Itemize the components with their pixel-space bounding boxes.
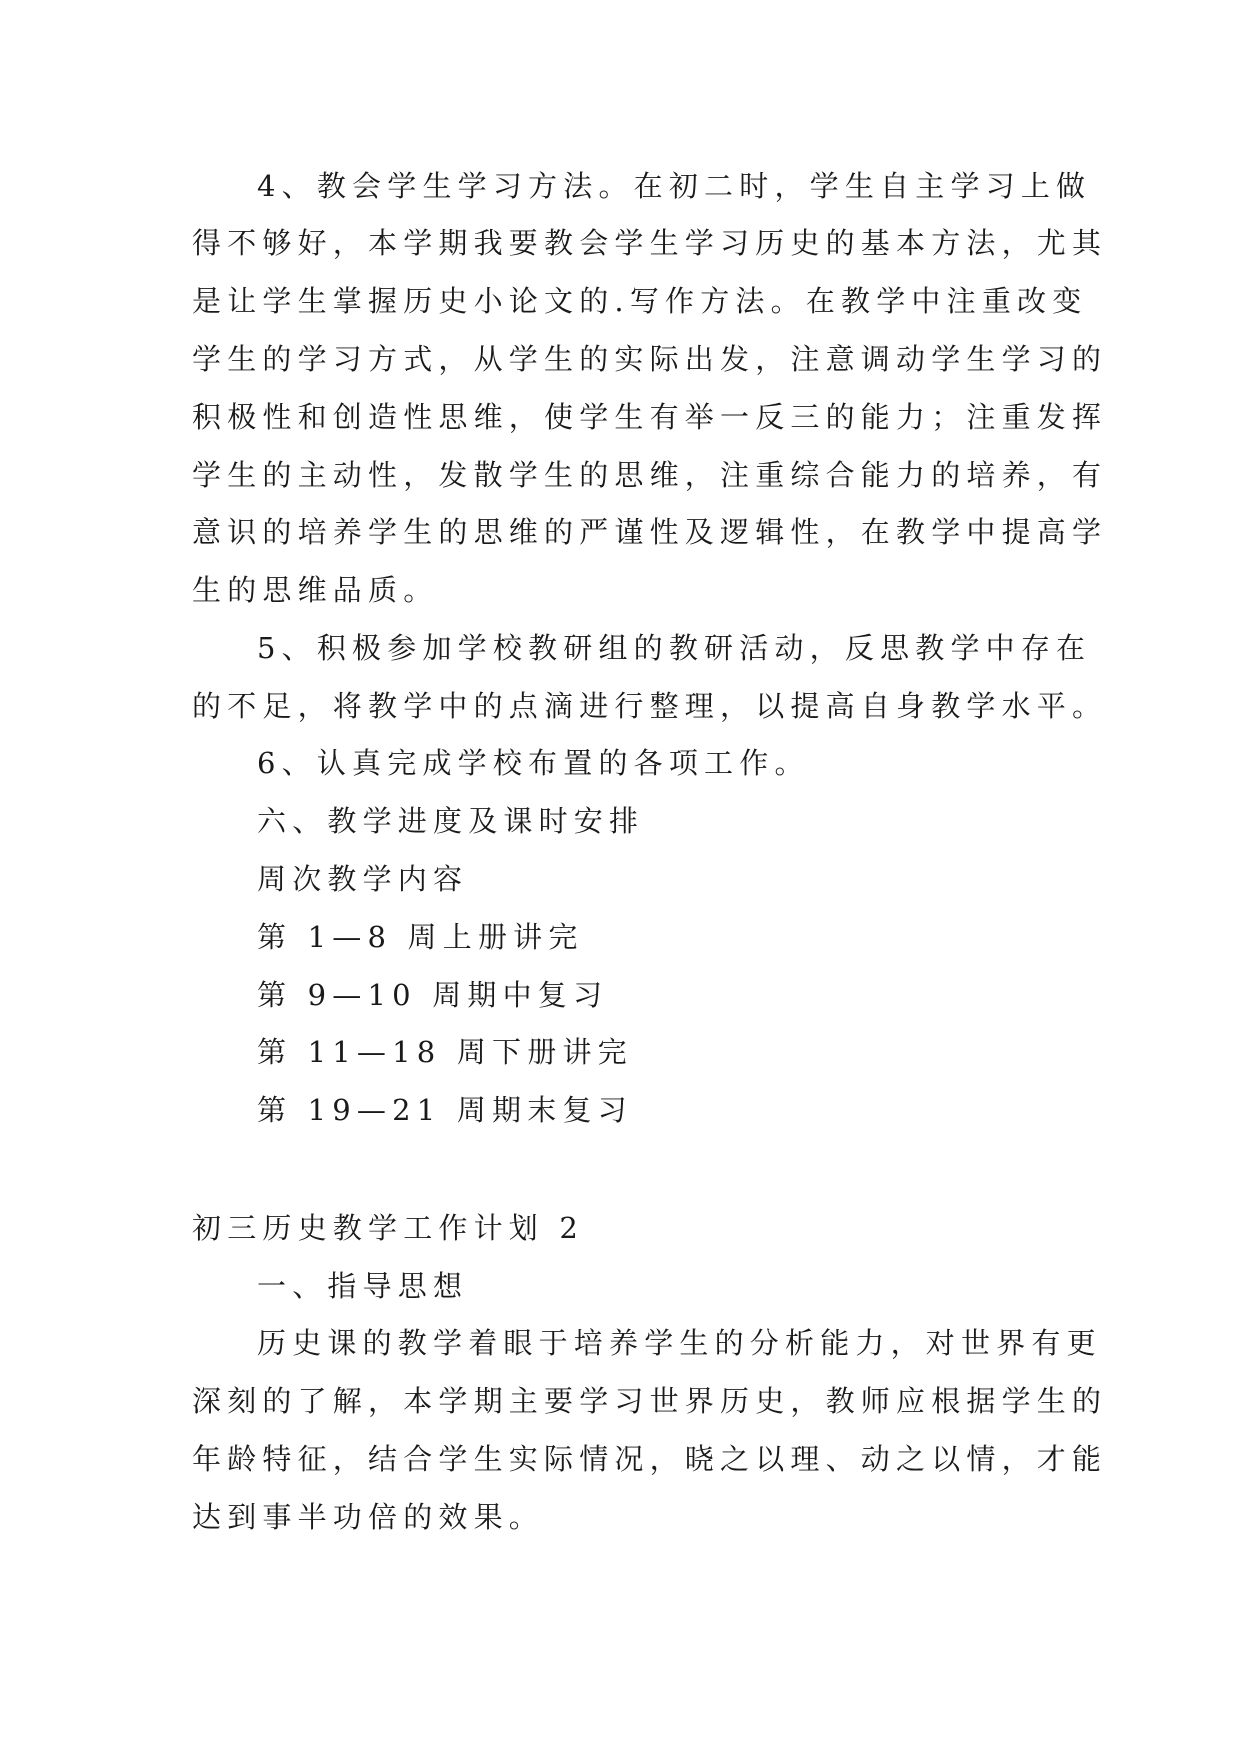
item4-line-2: 得不够好，本学期我要教会学生学习历史的基本方法，尤其 [192,226,1108,260]
guiding-para-line-3: 年龄特征，结合学生实际情况，晓之以理、动之以情，才能 [192,1442,1108,1476]
guiding-para-line-1: 历史课的教学着眼于培养学生的分析能力，对世界有更 [257,1326,1102,1360]
item4-line-8: 生的思维品质。 [192,573,439,607]
item4-line-7: 意识的培养学生的思维的严谨性及逻辑性，在教学中提高学 [192,515,1108,549]
schedule-row-1: 第 1—8 周上册讲完 [257,920,584,954]
item5-line-2: 的不足，将教学中的点滴进行整理，以提高自身教学水平。 [192,689,1108,723]
item6-line: 6、认真完成学校布置的各项工作。 [257,746,810,780]
item4-line-3: 是让学生掌握历史小论文的.写作方法。在教学中注重改变 [192,284,1088,318]
item5-line-1: 5、积极参加学校教研组的教研活动，反思教学中存在 [257,631,1092,665]
guiding-para-line-4: 达到事半功倍的效果。 [192,1500,545,1534]
item4-line-6: 学生的主动性，发散学生的思维，注重综合能力的培养，有 [192,458,1108,492]
item4-line-1: 4、教会学生学习方法。在初二时，学生自主学习上做 [257,169,1092,203]
guiding-para-line-2: 深刻的了解，本学期主要学习世界历史，教师应根据学生的 [192,1384,1108,1418]
item4-line-5: 积极性和创造性思维，使学生有举一反三的能力；注重发挥 [192,400,1108,434]
schedule-header: 周次教学内容 [257,862,469,896]
section-title: 初三历史教学工作计划 2 [192,1211,585,1245]
schedule-heading: 六、教学进度及课时安排 [257,804,645,838]
schedule-row-2: 第 9—10 周期中复习 [257,978,609,1012]
schedule-row-4: 第 19—21 周期末复习 [257,1093,633,1127]
item4-line-4: 学生的学习方式，从学生的实际出发，注意调动学生学习的 [192,342,1108,376]
schedule-row-3: 第 11—18 周下册讲完 [257,1035,633,1069]
guiding-heading: 一、指导思想 [257,1269,469,1303]
